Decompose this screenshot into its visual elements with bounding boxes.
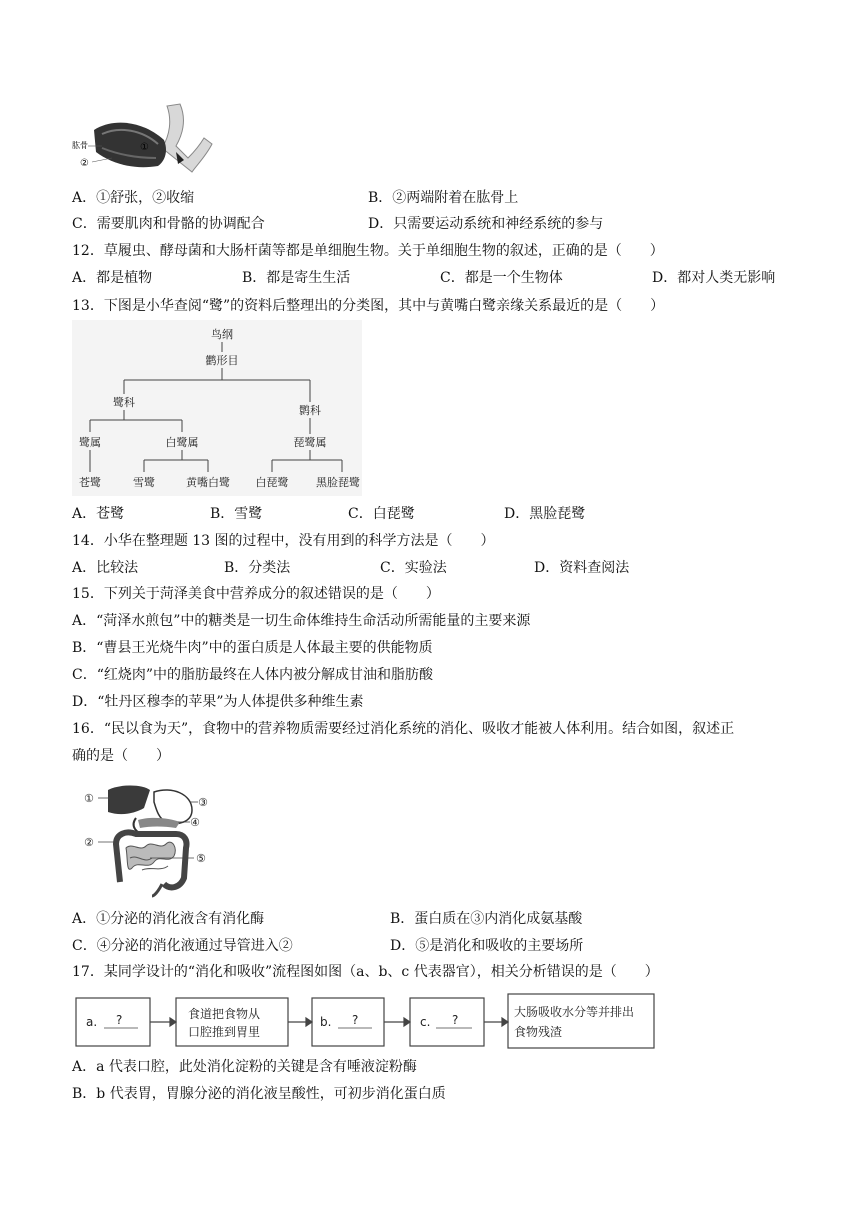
tree-genus-1: 鹭属: [79, 436, 101, 449]
arm-label-humerus: 肱骨: [72, 141, 88, 150]
q17-option-b[interactable]: B．b 代表胃，胃腺分泌的消化液呈酸性，可初步消化蛋白质: [72, 1086, 446, 1102]
tree-species-1: 苍鹭: [79, 476, 101, 489]
digestive-label-3: ③: [198, 796, 208, 809]
tree-family-left: 鹭科: [113, 396, 135, 409]
tree-species-4: 白琵鹭: [255, 476, 289, 489]
flow-large-intestine-line2: 食物残渣: [514, 1025, 563, 1039]
q16-option-d[interactable]: D．⑤是消化和吸收的主要场所: [390, 938, 584, 954]
flow-b-blank: ?: [352, 1013, 359, 1027]
q14-option-d[interactable]: D．资料查阅法: [534, 560, 630, 576]
q14-option-c[interactable]: C．实验法: [380, 560, 447, 576]
flow-b-label: b.: [320, 1015, 332, 1029]
small-intestine-shape: [126, 842, 175, 869]
q14-option-a[interactable]: A．比较法: [72, 560, 139, 576]
tree-genus-3: 琵鹭属: [293, 436, 327, 449]
q16-option-a[interactable]: A．①分泌的消化液含有消化酶: [72, 911, 265, 927]
flow-esophagus-line1: 食道把食物从: [188, 1007, 261, 1021]
heron-classification-tree: [72, 320, 362, 496]
arm-label-2: ②: [80, 158, 89, 169]
q11-option-d[interactable]: D．只需要运动系统和神经系统的参与: [368, 216, 604, 232]
digestion-flowchart: [72, 990, 662, 1052]
q16-stem-line2: 确的是（ ）: [72, 748, 170, 764]
tree-species-5: 黑脸琵鹭: [316, 476, 360, 489]
q13-option-d[interactable]: D．黑脸琵鹭: [504, 506, 586, 522]
q14-option-b[interactable]: B．分类法: [224, 560, 291, 576]
digestive-label-1: ①: [84, 792, 94, 805]
flow-a-blank: ?: [116, 1013, 123, 1027]
flow-box-large-intestine: [508, 994, 654, 1048]
q15-option-c[interactable]: C．“红烧肉”中的脂肪最终在人体内被分解成甘油和脂肪酸: [72, 667, 434, 683]
q12-stem: 12．草履虫、酵母菌和大肠杆菌等都是单细胞生物。关于单细胞生物的叙述，正确的是（ ）: [72, 243, 664, 259]
q12-option-b[interactable]: B．都是寄生生活: [242, 270, 351, 286]
q12-option-a[interactable]: A．都是植物: [72, 270, 153, 286]
digestive-system-figure: [80, 778, 220, 898]
q15-option-b[interactable]: B．“曹县王光烧牛肉”中的蛋白质是人体最主要的供能物质: [72, 640, 433, 656]
q15-option-a[interactable]: A．“菏泽水煎包”中的糖类是一切生命体维持生命活动所需能量的主要来源: [72, 613, 531, 629]
tree-order: 鹳形目: [205, 354, 239, 367]
q14-stem: 14．小华在整理题 13 图的过程中，没有用到的科学方法是（ ）: [72, 533, 495, 549]
q17-stem: 17．某同学设计的“消化和吸收”流程图如图（a、b、c 代表器官），相关分析错误的是（ ）: [72, 964, 659, 980]
tree-class: 鸟纲: [211, 328, 233, 341]
q13-stem: 13．下图是小华查阅“鹭”的资料后整理出的分类图，其中与黄嘴白鹭亲缘关系最近的是（ ）: [72, 298, 665, 314]
q17-option-a[interactable]: A．a 代表口腔，此处消化淀粉的关键是含有唾液淀粉酶: [72, 1059, 417, 1075]
digestive-label-4: ④: [190, 816, 200, 829]
flow-c-label: c.: [420, 1015, 431, 1029]
tree-family-right: 鹮科: [299, 404, 321, 417]
q13-option-a[interactable]: A．苍鹭: [72, 506, 125, 522]
q13-option-c[interactable]: C．白琵鹭: [348, 506, 415, 522]
q16-option-b[interactable]: B．蛋白质在③内消化成氨基酸: [390, 911, 583, 927]
arm-label-1: ①: [140, 142, 149, 153]
q16-stem-line1: 16．“民以食为天”，食物中的营养物质需要经过消化系统的消化、吸收才能被人体利用。结合如图，叙述正: [72, 721, 735, 737]
q11-option-a[interactable]: A．①舒张，②收缩: [72, 190, 195, 206]
digestive-label-2: ②: [84, 836, 94, 849]
q11-option-c[interactable]: C．需要肌肉和骨骼的协调配合: [72, 216, 265, 232]
q13-option-b[interactable]: B．雪鹭: [210, 506, 263, 522]
tree-species-2: 雪鹭: [133, 476, 155, 489]
q11-option-b[interactable]: B．②两端附着在肱骨上: [368, 190, 519, 206]
tree-genus-2: 白鹭属: [165, 436, 199, 449]
flow-esophagus-line2: 口腔推到胃里: [188, 1025, 261, 1039]
q15-option-d[interactable]: D．“牡丹区穆李的苹果”为人体提供多种维生素: [72, 694, 364, 710]
arm-muscle-figure: [72, 100, 222, 180]
flow-a-label: a.: [86, 1015, 98, 1029]
q15-stem: 15．下列关于菏泽美食中营养成分的叙述错误的是（ ）: [72, 586, 440, 602]
q16-option-c[interactable]: C．④分泌的消化液通过导管进入②: [72, 938, 293, 954]
flow-large-intestine-line1: 大肠吸收水分等并排出: [514, 1005, 635, 1019]
tree-species-3: 黄嘴白鹭: [186, 476, 230, 489]
liver-shape: [108, 786, 150, 815]
flow-c-blank: ?: [452, 1013, 459, 1027]
digestive-label-5: ⑤: [196, 852, 206, 865]
q12-option-d[interactable]: D．都对人类无影响: [652, 270, 776, 286]
q12-option-c[interactable]: C．都是一个生物体: [440, 270, 563, 286]
